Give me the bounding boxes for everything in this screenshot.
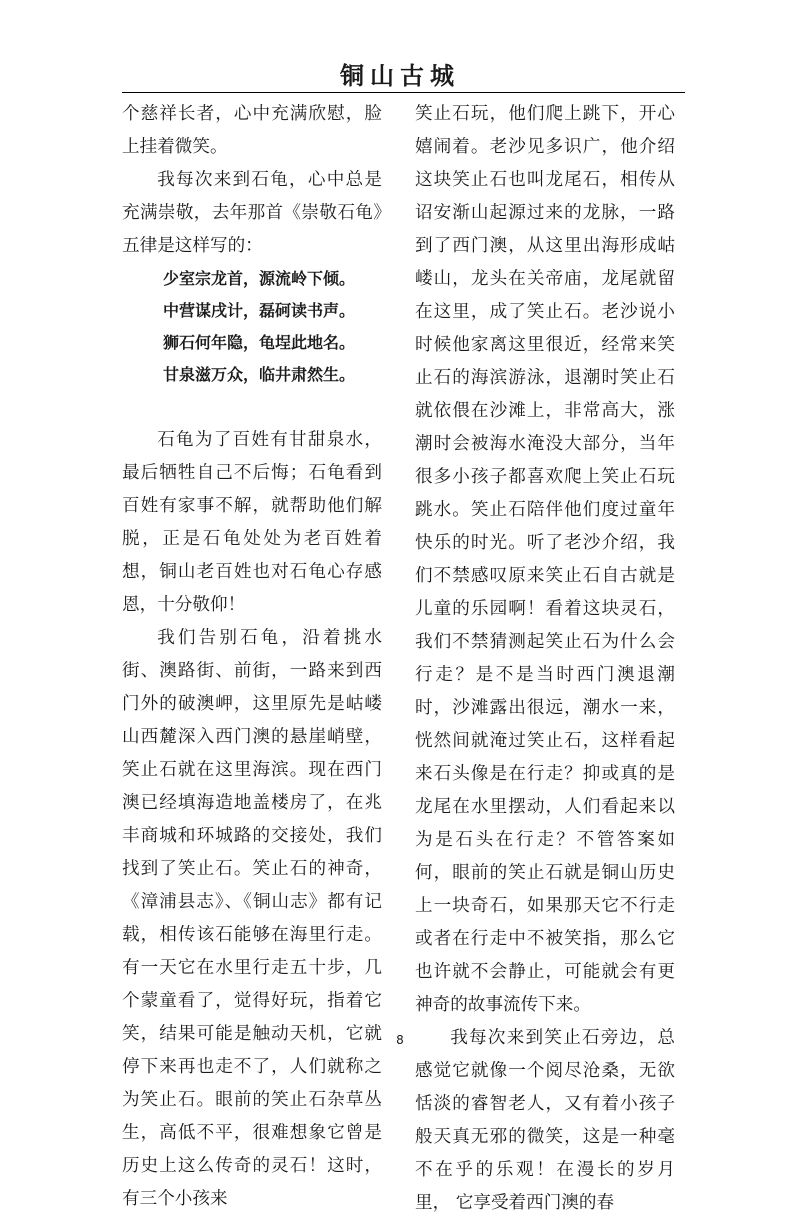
page-number: 8 [396, 1033, 404, 1047]
poem [122, 263, 382, 391]
poem-line: 中营谋戌计，磊砢读书声。 [162, 301, 355, 320]
right-column [415, 98, 675, 1220]
poem-line: 少室宗龙首，源流岭下倾。 [162, 269, 355, 288]
header-divider [122, 92, 685, 93]
paragraph: 笑止石玩，他们爬上跳下，开心嬉闹着。老沙见多识广，他介绍这块笑止石也叫龙尾石，相传从诏安渐山起源过来的龙脉，一路到了西门澳，从这里出海形成岵嵝山，龙头在关帝庙，龙尾就留在这里，成了笑止石。老沙说小时候他家离这里很近，经常来笑止石的海滨游泳，退潮时笑止石就依偎在沙滩上，非常高大，涨潮时会被海水淹没大部分，当年很多小孩子都喜欢爬上笑止石玩跳水。笑止石陪伴他们度过童年快乐的时光。听了老沙介绍，我们不禁感叹原来笑止石自古就是儿童的乐园啊！看着这块灵石，我们不禁猜测起笑止石为什么会行走？是不是当时西门澳退潮时，沙滩露出很远，潮水一来，恍然间就淹过笑止石，这样看起来石头像是在行走？抑或真的是龙尾在水里摆动，人们看起来以为是石头在行走？不管答案如何，眼前的笑止石就是铜山历史上一块奇石，如果那天它不行走或者在行走中不被笑指，那么它也许就不会静止，可能就会有更神奇的故事流传下来。 [415, 104, 675, 1015]
paragraph: 石龟为了百姓有甘甜泉水，最后牺牲自己不后悔；石龟看到百姓有家事不解，就帮助他们解脱，正是石龟处处为老百姓着想，铜山老百姓也对石龟心存感恩，十分敬仰！ [122, 430, 382, 615]
paragraph: 我每次来到笑止石旁边，总感觉它就像一个阅尽沧桑，无欲恬淡的睿智老人，又有着小孩子般天真无邪的微笑，这是一种毫不在乎的乐观！在漫长的岁月里， 它享受着西门澳的春 [415, 1028, 675, 1213]
poem-line: 狮石何年隐，龟埕此地名。 [162, 333, 355, 352]
paragraph: 个慈祥长者，心中充满欣慰，脸上挂着微笑。 [122, 104, 382, 157]
poem-line: 甘泉滋万众，临井肃然生。 [162, 365, 355, 384]
paragraph: 我每次来到石龟，心中总是充满崇敬，去年那首《崇敬石龟》五律是这样写的： [122, 170, 382, 256]
running-header-title: 铜山古城 [340, 61, 460, 90]
paragraph: 我们告别石龟，沿着挑水街、澳路街、前街，一路来到西门外的破澳岬，这里原先是岵嵝山西麓深入西门澳的悬崖峭壁，笑止石就在这里海滨。现在西门澳已经填海造地盖楼房了，在兆丰商城和环城路的交接处，我们找到了笑止石。笑止石的神奇，《漳浦县志》、《铜山志》都有记载，相传该石能够在海里行走。有一天它在水里行走五十步，几个蒙童看了，觉得好玩，指着它笑，结果可能是触动天机，它就停下来再也走不了，人们就称之为笑止石。眼前的笑止石杂草丛生，高低不平，很难想象它曾是历史上这么传奇的灵石！这时，有三个小孩来 [122, 628, 382, 1209]
left-column [122, 98, 382, 1216]
